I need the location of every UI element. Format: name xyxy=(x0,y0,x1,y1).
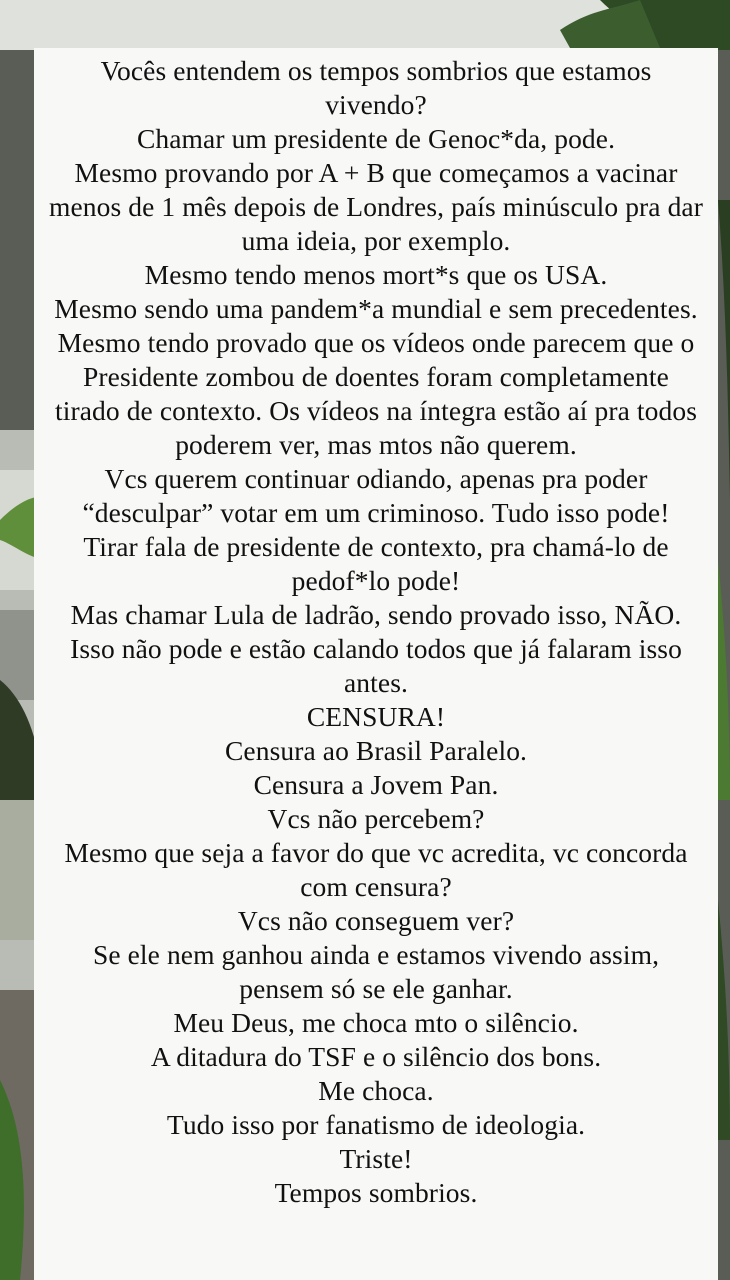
story-line: Censura a Jovem Pan. xyxy=(253,769,499,800)
story-line: Mesmo sendo uma pandem*a mundial e sem precedentes. xyxy=(54,293,698,324)
story-text-card xyxy=(34,48,718,1280)
story-line: Meu Deus, me choca mto o silêncio. xyxy=(173,1007,579,1038)
story-line: Mesmo que seja a favor do que vc acredita, vc concorda com censura? xyxy=(64,837,688,902)
story-line: Tirar fala de presidente de contexto, pra chamá-lo de pedof*lo pode! xyxy=(83,531,669,596)
story-line: Me choca. xyxy=(318,1075,434,1106)
story-line: Se ele nem ganhou ainda e estamos vivendo assim, pensem só se ele ganhar. xyxy=(92,939,660,1004)
story-line: Mesmo tendo provado que os vídeos onde parecem que o Presidente zombou de doentes foram completamente tirado de contexto. Os vídeos na íntegra estão aí pra todos poderem ver, mas mtos não querem. xyxy=(54,327,698,460)
story-line: Mesmo tendo menos mort*s que os USA. xyxy=(144,259,608,290)
story-line: A ditadura do TSF e o silêncio dos bons. xyxy=(150,1041,602,1072)
story-line: Censura ao Brasil Paralelo. xyxy=(224,735,528,766)
story-line: Vcs querem continuar odiando, apenas pra poder “desculpar” votar em um criminoso. Tudo isso pode! xyxy=(82,463,670,528)
story-text xyxy=(42,54,710,1210)
story-line: Mesmo provando por A + B que começamos a vacinar menos de 1 mês depois de Londres, país minúsculo pra dar uma ideia, por exemplo. xyxy=(49,157,703,256)
story-line: CENSURA! xyxy=(306,701,446,732)
story-line: Mas chamar Lula de ladrão, sendo provado isso, NÃO. Isso não pode e estão calando todos que já falaram isso antes. xyxy=(70,599,682,698)
story-line: Tempos sombrios. xyxy=(274,1177,478,1208)
story-line: Tudo isso por fanatismo de ideologia. xyxy=(166,1109,586,1140)
story-line: Vocês entendem os tempos sombrios que estamos vivendo? xyxy=(100,55,652,120)
story-line: Vcs não percebem? xyxy=(267,803,485,834)
story-line: Vcs não conseguem ver? xyxy=(237,905,515,936)
story-line: Chamar um presidente de Genoc*da, pode. xyxy=(136,123,616,154)
story-line: Triste! xyxy=(339,1143,413,1174)
